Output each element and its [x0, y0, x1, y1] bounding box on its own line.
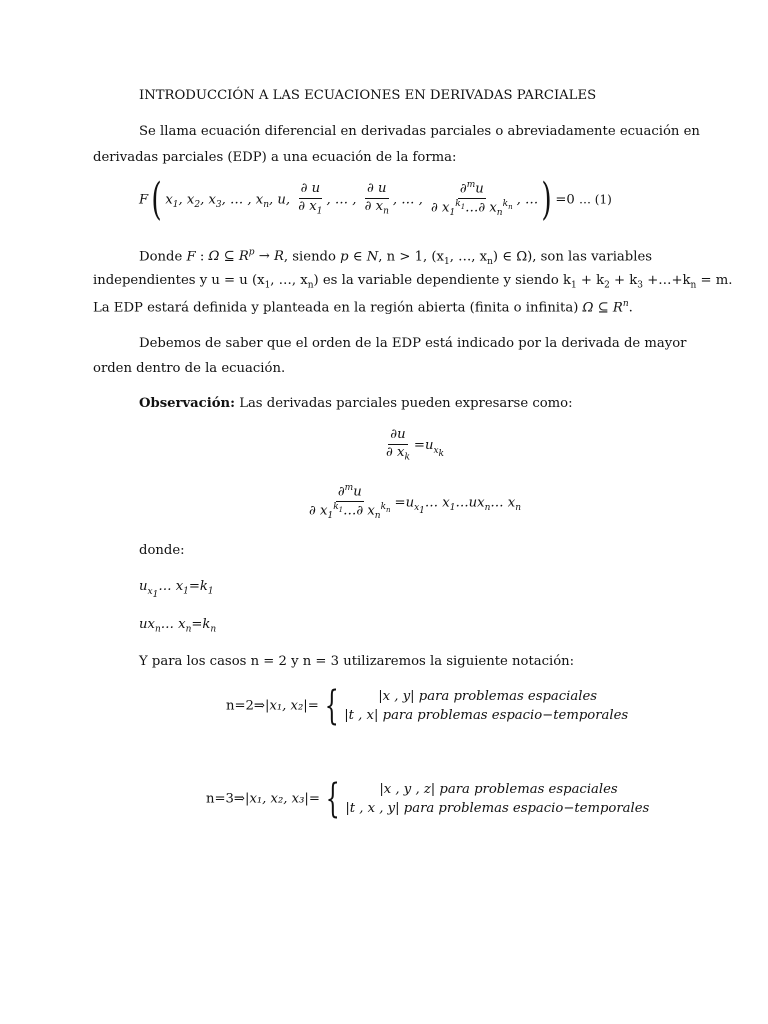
equation-case-n2: n=2⇒|x₁, x₂|= { |x , y| para problemas espaciales |t , x| para problemas espacio−temporales — [226, 683, 629, 729]
equation-k1: $u_{x_1}\dots$ $x_1=k_1$ — [139, 579, 214, 600]
para2-line1: Donde F : Ω ⊆ $R^p \to R$, siendo p ∈ N, n > 1, ($x_1$, …, $x_n$) ∈ Ω), son las variables — [139, 248, 653, 268]
equation-mixed-derivative: $\frac{\partial^mu}{\partial x_1^{k_1}\dots\partial x_n^{k_n}}$ $=u_{x_1}\dots$ $x_1\dots ux_n\dots$ $x_n$ — [309, 483, 522, 521]
observation-line: Observación: Las derivadas parciales pueden expresarse como: — [139, 396, 573, 411]
para2-line3: La EDP estará definida y planteada en la región abierta (finita o infinita) Ω ⊆ $R^n$. — [93, 299, 633, 316]
para3-line2: orden dentro de la ecuación. — [93, 361, 286, 376]
para3-line1: Debemos de saber que el orden de la EDP está indicado por la derivada de mayor — [139, 336, 687, 351]
equation-case-n3: n=3⇒|x₁, x₂, x₃|= { |x , y , z| para problemas espaciales |t , x , y| para problemas espacio−temporales — [206, 776, 650, 822]
notation-intro: Y para los casos n = 2 y n = 3 utilizaremos la siguiente notación: — [139, 654, 575, 669]
donde-label: donde: — [139, 543, 185, 558]
equation-first-derivative: $\frac{\partial u}{\partial x_k}$ $=u_{x_k}$ — [386, 427, 445, 463]
para2-line2: independientes y u = u ($x_1$, …, $x_n$) es la variable dependiente y siendo $k_1 + k_2 + k_3$ $+\dots+k_n = m$. — [93, 273, 733, 291]
para1-line2: derivadas parciales (EDP) a una ecuación de la forma: — [93, 150, 457, 165]
equation-kn: $ux_n\dots$ $x_n=k_n$ — [139, 617, 217, 635]
page-title: INTRODUCCIÓN A LAS ECUACIONES EN DERIVADAS PARCIALES — [139, 88, 597, 103]
equation-1: F( $x_1$, $x_2$, $x_3$, … , $x_n$, u, $\frac{\partial u}{\partial x_1}$ , … , $\frac{\partial u}{\partial x_n}$ , … , $\frac{\partial^mu}{\partial x_1^{k_1}\dots\partial x_n^{k_n}}$ , …) =0 … (1) — [139, 174, 612, 225]
para1-line1: Se llama ecuación diferencial en derivadas parciales o abreviadamente ecuación en — [139, 124, 700, 139]
equation-label: … (1) — [578, 192, 612, 207]
